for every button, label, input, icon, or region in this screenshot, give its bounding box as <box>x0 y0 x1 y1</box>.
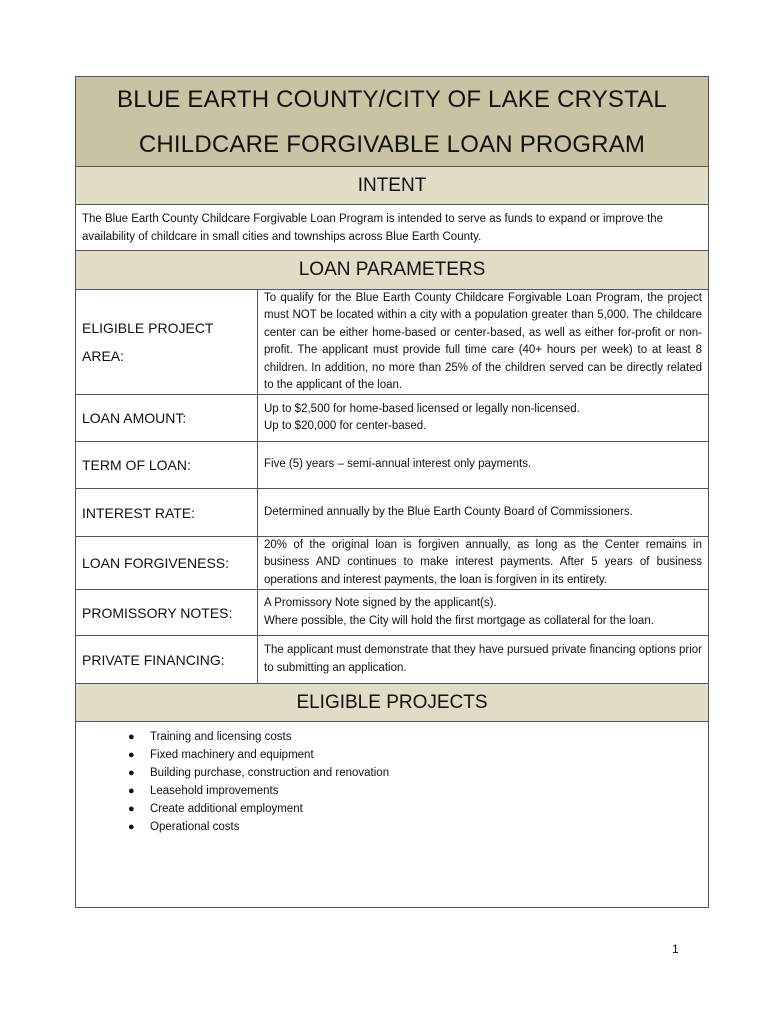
bullet-icon: ● <box>128 749 135 761</box>
label-term-of-loan: TERM OF LOAN: <box>76 442 258 488</box>
value-term-of-loan: Five (5) years – semi-annual interest only payments. <box>264 458 532 471</box>
document-title <box>76 77 708 167</box>
value-private-financing: The applicant must demonstrate that they have pursued private financing options prior to submitting an application. <box>264 644 702 674</box>
bullet-icon: ● <box>128 821 135 833</box>
eligible-projects-heading: ELIGIBLE PROJECTS <box>76 684 708 722</box>
row-promissory-notes <box>76 590 708 636</box>
label-interest-rate: INTEREST RATE: <box>76 489 258 536</box>
row-private-financing <box>76 636 708 684</box>
label-private-financing: PRIVATE FINANCING: <box>76 636 258 683</box>
bullet-icon: ● <box>128 803 135 815</box>
bullet-icon: ● <box>128 731 135 743</box>
page-number: 1 <box>672 942 679 956</box>
row-loan-amount <box>76 395 708 442</box>
promissory-note-line-1: A Promissory Note signed by the applicant(s). <box>264 597 497 609</box>
loan-parameters-heading: LOAN PARAMETERS <box>76 251 708 290</box>
title-line-1: BLUE EARTH COUNTY/CITY OF LAKE CRYSTAL <box>117 85 667 113</box>
intent-heading: INTENT <box>76 167 708 205</box>
value-loan-amount <box>258 395 708 441</box>
list-item: ● Create additional employment <box>128 800 708 818</box>
label-promissory-notes: PROMISSORY NOTES: <box>76 590 258 635</box>
list-item: ● Training and licensing costs <box>128 728 708 746</box>
list-item: ● Leasehold improvements <box>128 782 708 800</box>
promissory-note-line-2: Where possible, the City will hold the first mortgage as collateral for the loan. <box>264 614 654 627</box>
value-loan-forgiveness: 20% of the original loan is forgiven annually, as long as the Center remains in business AND continues to make interest payments. After 5 years of business operations and interest payments, the loan is forgiven in its entirety. <box>264 538 702 586</box>
value-interest-rate: Determined annually by the Blue Earth County Board of Commissioners. <box>264 505 633 518</box>
intent-text: The Blue Earth County Childcare Forgivable Loan Program is intended to serve as funds to expand or improve the availability of childcare in small cities and townships across Blue Earth County. <box>76 205 708 251</box>
list-item: ● Building purchase, construction and renovation <box>128 764 708 782</box>
label-eligible-project-area: ELIGIBLE PROJECT AREA: <box>76 290 258 394</box>
row-loan-forgiveness <box>76 537 708 590</box>
loan-amount-home: Up to $2,500 for home-based licensed or legally non-licensed. <box>264 402 580 415</box>
label-loan-amount: LOAN AMOUNT: <box>76 395 258 441</box>
row-term-of-loan <box>76 442 708 489</box>
title-line-2: CHILDCARE FORGIVABLE LOAN PROGRAM <box>138 130 646 158</box>
bullet-icon: ● <box>128 785 135 797</box>
value-promissory-notes <box>258 590 708 635</box>
bullet-icon: ● <box>128 767 135 779</box>
row-eligible-project-area <box>76 290 708 395</box>
list-item: ● Fixed machinery and equipment <box>128 746 708 764</box>
loan-amount-center: Up to $20,000 for center-based. <box>264 420 427 432</box>
value-eligible-project-area: To qualify for the Blue Earth County Childcare Forgivable Loan Program, the project must NOT be located within a city with a population greater than 5,000. The childcare center can be either home-based or center-based, as well as either for-profit or non-profit. The applicant must provide full time care (40+ hours per week) to at least 8 children. In addition, no more than 25% of the children served can be directly related to the applicant of the loan. <box>264 291 702 391</box>
eligible-projects-list <box>128 728 708 836</box>
eligible-projects-list-box <box>76 722 708 907</box>
label-loan-forgiveness: LOAN FORGIVENESS: <box>76 537 258 589</box>
row-interest-rate <box>76 489 708 537</box>
loan-program-table <box>75 76 709 908</box>
list-item: ● Operational costs <box>128 818 708 836</box>
